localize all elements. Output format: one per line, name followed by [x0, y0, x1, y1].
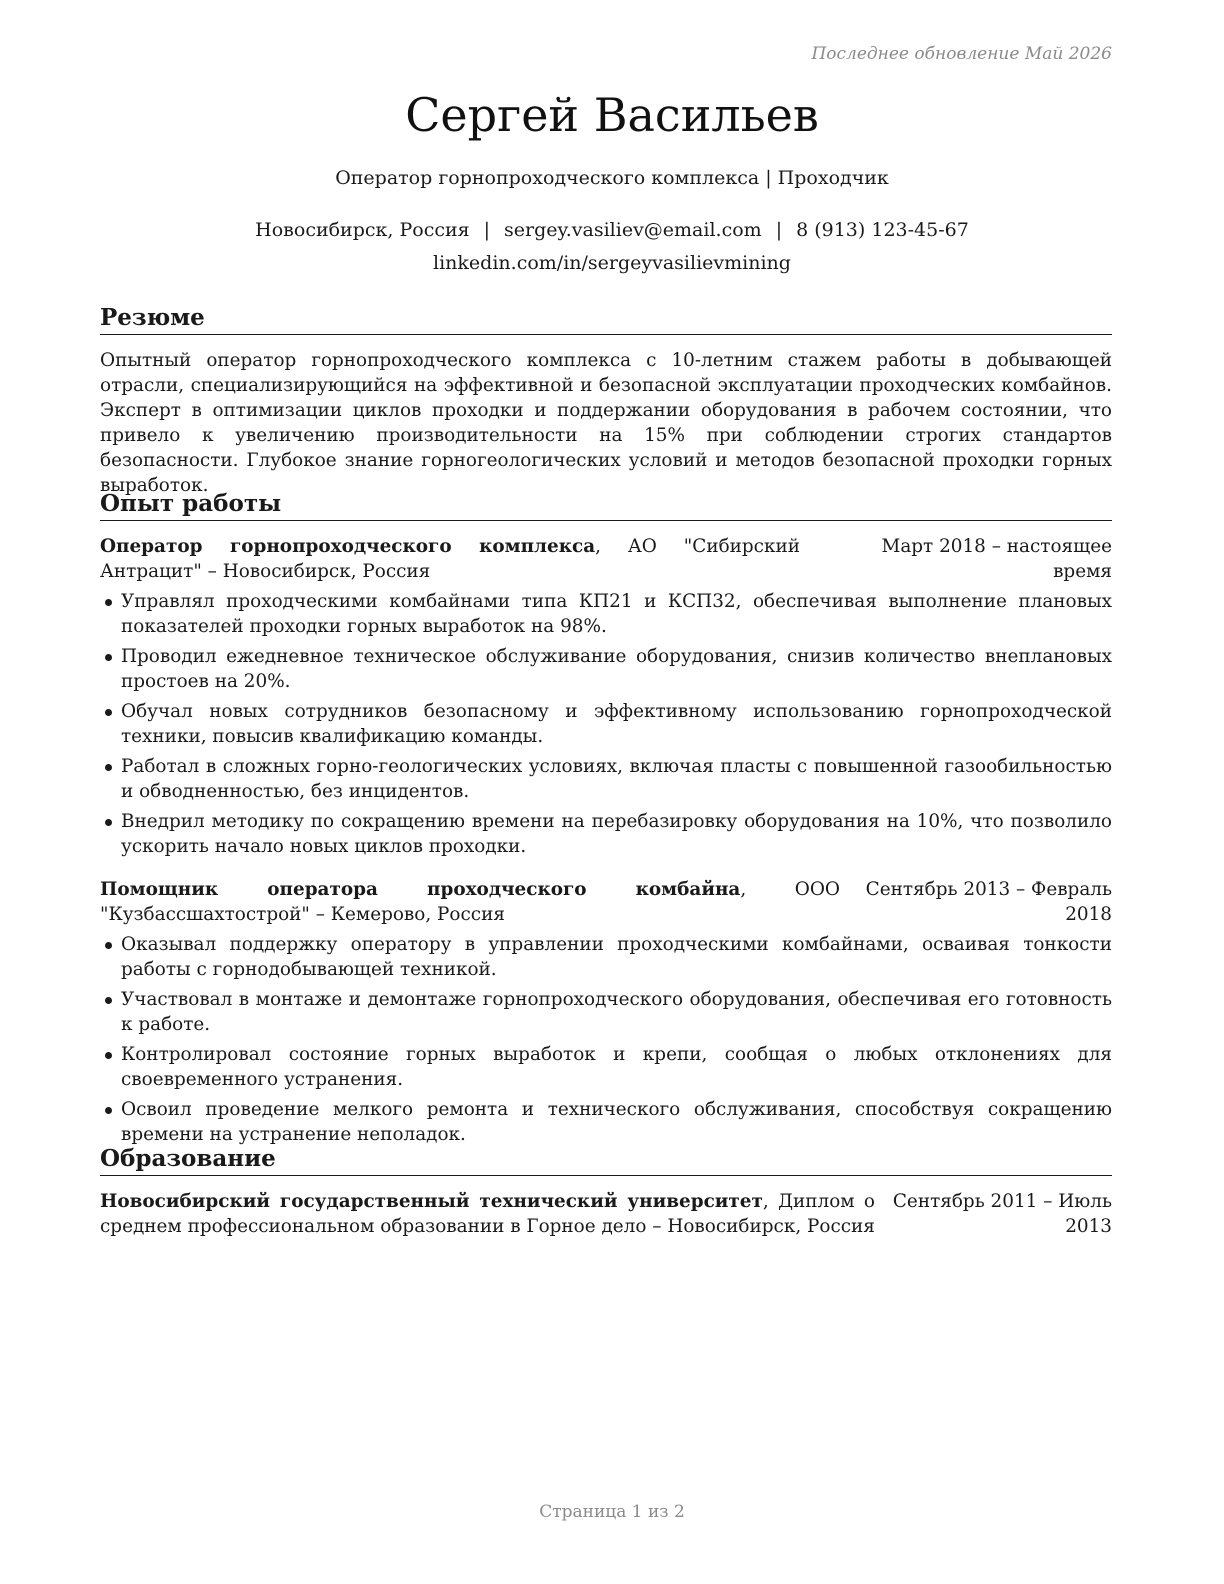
section-title-summary: Резюме	[100, 304, 1112, 335]
job-entry	[100, 534, 1112, 859]
job-role: Помощник оператора проходческого комбайна	[100, 879, 741, 900]
education-school-degree	[100, 1189, 875, 1239]
contact-line	[0, 219, 1224, 241]
job-bullets	[100, 589, 1112, 859]
job-header	[100, 534, 1112, 584]
list-item: Участвовал в монтаже и демонтаже горнопроходческого оборудования, обеспечивая его готовность к работе.	[100, 987, 1112, 1037]
list-item: Обучал новых сотрудников безопасному и эффективному использованию горнопроходческой техники, повысив квалификацию команды.	[100, 699, 1112, 749]
list-item: Управлял проходческими комбайнами типа КП21 и КСП32, обеспечивая выполнение плановых показателей проходки горных выработок на 98%.	[100, 589, 1112, 639]
experience-section	[100, 490, 1112, 1152]
education-dates	[877, 1189, 1112, 1239]
list-item: Проводил ежедневное техническое обслуживание оборудования, снизив количество внеплановых простоев на 20%.	[100, 644, 1112, 694]
job-dates	[842, 877, 1112, 927]
job-title-company	[100, 877, 840, 927]
education-dates-start: Сентябрь 2011 – Июль	[892, 1191, 1112, 1212]
job-dates-end: время	[1053, 561, 1112, 582]
job-bullets	[100, 932, 1112, 1147]
contact-separator: |	[775, 219, 783, 241]
summary-section	[100, 304, 1112, 498]
job-company: , ООО "Кузбассшахтострой" – Кемерово, Россия	[100, 879, 840, 925]
list-item: Оказывал поддержку оператору в управлении проходческими комбайнами, осваивая тонкости работы с горнодобывающей техникой.	[100, 932, 1112, 982]
summary-text: Опытный оператор горнопроходческого комплекса с 10-летним стажем работы в добывающей отрасли, специализирующийся на эффективной и безопасной эксплуатации проходческих комбайнов. Эксперт в оптимизации циклов проходки и поддержании оборудования в рабочем состоянии, что привело к увеличению производительности на 15% при соблюдении строгих стандартов безопасности. Глубокое знание горногеологических условий и методов безопасной проходки горных выработок.	[100, 350, 1112, 496]
list-item: Работал в сложных горно-геологических условиях, включая пласты с повышенной газообильностью и обводненностью, без инцидентов.	[100, 754, 1112, 804]
section-title-experience: Опыт работы	[100, 490, 1112, 521]
list-item: Контролировал состояние горных выработок и крепи, сообщая о любых отклонениях для своевременного устранения.	[100, 1042, 1112, 1092]
page-number: Страница 1 из 2	[539, 1502, 685, 1522]
job-entry	[100, 877, 1112, 1147]
job-dates-start: Март 2018 – настоящее	[881, 536, 1112, 557]
job-role: Оператор горнопроходческого комплекса	[100, 536, 596, 557]
education-school: Новосибирский государственный технический университет	[100, 1191, 763, 1212]
job-dates-end: 2018	[1065, 904, 1112, 925]
candidate-name: Сергей Васильев	[405, 88, 819, 142]
education-section	[100, 1145, 1112, 1239]
list-item: Внедрил методику по сокращению времени на перебазировку оборудования на 10%, что позволило ускорить начало новых циклов проходки.	[100, 809, 1112, 859]
education-entry	[100, 1189, 1112, 1239]
job-dates-start: Сентябрь 2013 – Февраль	[865, 879, 1112, 900]
phone: 8 (913) 123-45-67	[796, 219, 969, 241]
job-dates	[802, 534, 1112, 584]
linkedin-link[interactable]: linkedin.com/in/sergeyvasilievmining	[433, 252, 791, 274]
job-title-company	[100, 534, 800, 584]
list-item: Освоил проведение мелкого ремонта и технического обслуживания, способствуя сокращению времени на устранение неполадок.	[100, 1097, 1112, 1147]
education-dates-end: 2013	[1065, 1216, 1112, 1237]
job-company: , АО "Сибирский Антрацит" – Новосибирск, Россия	[100, 536, 800, 582]
job-header	[100, 877, 1112, 927]
last-updated: Последнее обновление Май 2026	[811, 44, 1112, 64]
email-link[interactable]: sergey.vasiliev@email.com	[504, 219, 762, 241]
candidate-subtitle: Оператор горнопроходческого комплекса | Проходчик	[335, 167, 889, 189]
section-title-education: Образование	[100, 1145, 1112, 1176]
education-degree: , Диплом о среднем профессиональном образовании в Горное дело – Новосибирск, Россия	[100, 1191, 875, 1237]
contact-separator: |	[483, 219, 491, 241]
location: Новосибирск, Россия	[255, 219, 470, 241]
